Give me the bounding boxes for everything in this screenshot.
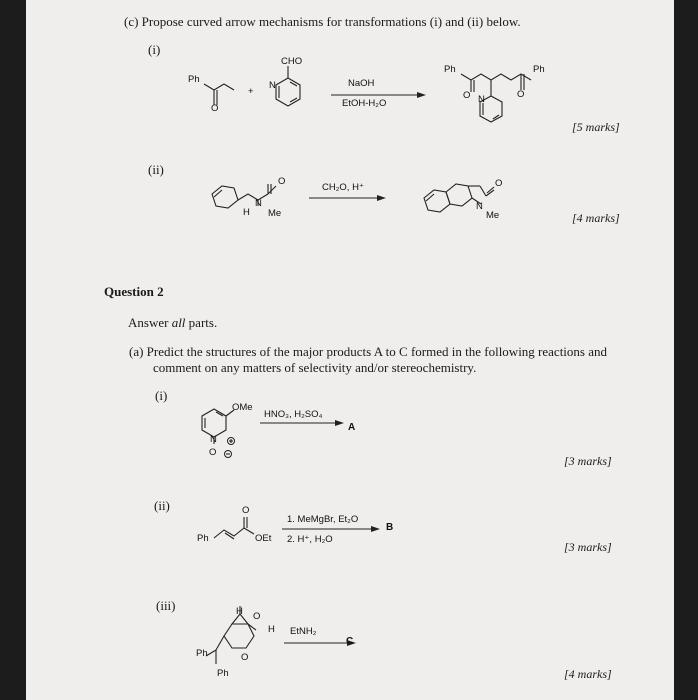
q2a-ii-o: O: [242, 505, 250, 516]
c-i-reactant2-n: N: [269, 80, 276, 91]
reaction-q2a-iii-structures: [26, 0, 674, 700]
c-i-reactant1-ph: Ph: [188, 74, 200, 85]
c-ii-marks: [4 marks]: [572, 211, 620, 225]
c-ii-reactant-o: O: [278, 176, 286, 187]
c-i-reagent-top: NaOH: [348, 78, 375, 89]
q2a-iii-marks: [4 marks]: [564, 667, 612, 681]
q2a-text-line2: comment on any matters of selectivity and/or stereochemistry.: [153, 360, 477, 375]
q2a-ii-ph: Ph: [197, 533, 209, 544]
c-i-reagent-bottom: EtOH-H₂O: [342, 98, 387, 109]
q2a-ii-marks: [3 marks]: [564, 540, 612, 554]
c-i-marks: [5 marks]: [572, 120, 620, 134]
part-c-ii-label: (ii): [148, 162, 164, 177]
question-2-title: Question 2: [104, 284, 164, 299]
q2a-ii-label: (ii): [154, 498, 170, 513]
q2a-i-reagent-top: HNO₃, H₂SO₄: [264, 409, 323, 420]
q2a-ii-reagent-bottom: 2. H⁺, H₂O: [287, 534, 333, 545]
c-ii-product-me: Me: [486, 210, 500, 221]
q2a-i-product-a: A: [348, 422, 356, 433]
exam-page: [26, 0, 674, 700]
c-i-product-o-left: O: [463, 90, 471, 101]
q2a-iii-label: (iii): [156, 598, 176, 613]
q2a-ii-reagent-top: 1. MeMgBr, Et₂O: [287, 514, 359, 525]
q2a-iii-reagent-top: EtNH₂: [290, 626, 317, 637]
q2a-i-ome: OMe: [232, 402, 253, 413]
c-i-product-ph-right: Ph: [533, 64, 545, 75]
c-i-reactant2-cho: CHO: [281, 56, 303, 67]
c-ii-product-o: O: [495, 178, 503, 189]
c-ii-reactant-n: N: [255, 198, 262, 209]
c-i-product-o-right: O: [517, 89, 525, 100]
part-c-i-label: (i): [148, 42, 161, 57]
q2a-iii-h1: H: [236, 606, 243, 617]
c-ii-product-n: N: [476, 201, 483, 212]
c-ii-reactant-h: H: [243, 207, 250, 218]
q2a-i-n: N: [210, 434, 217, 445]
c-i-product-n: N: [478, 94, 485, 105]
q2a-iii-ph1: Ph: [196, 648, 208, 659]
c-ii-reactant-me: Me: [268, 208, 282, 219]
c-ii-reagent-top: CH₂O, H⁺: [322, 182, 364, 193]
q2a-i-marks: [3 marks]: [564, 454, 612, 468]
q2a-text-line1: (a) Predict the structures of the major products A to C formed in the following reactions and: [129, 344, 607, 359]
q2a-iii-o2: O: [241, 652, 249, 663]
q2a-iii-h2: H: [268, 624, 275, 635]
c-i-plus: +: [248, 86, 254, 97]
q2a-ii-product-b: B: [386, 522, 394, 533]
q2a-ii-oet: OEt: [255, 533, 272, 544]
part-c-heading: (c) Propose curved arrow mechanisms for transformations (i) and (ii) below.: [124, 14, 521, 29]
c-i-reactant1-o: O: [211, 103, 219, 114]
question-2-instruction: Answer all parts.: [128, 315, 218, 330]
q2a-i-label: (i): [155, 388, 168, 403]
c-i-product-ph-left: Ph: [444, 64, 456, 75]
q2a-iii-ph2: Ph: [217, 668, 229, 679]
q2a-i-o: O: [209, 447, 217, 458]
q2a-iii-product-c: C: [346, 636, 354, 647]
q2a-iii-o1: O: [253, 611, 261, 622]
